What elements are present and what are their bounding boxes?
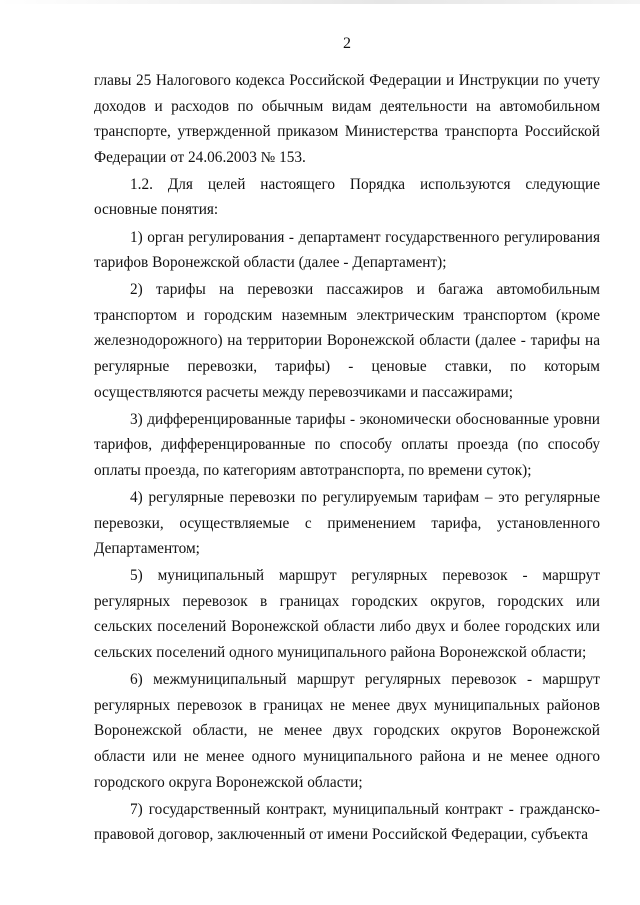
- paragraph-item-2: 2) тарифы на перевозки пассажиров и багажа автомобильным транспортом и городским наземным электрическим транспортом (кроме железнодорожного) на территории Воронежской области (далее - тарифы на регулярные перевозки, тарифы) - ценовые ставки, по которым осуществляются расчеты между перевозчиками и пассажирами;: [94, 281, 600, 401]
- paragraph-item-1: 1) орган регулирования - департамент государственного регулирования тарифов Воронежской области (далее - Департамент);: [94, 228, 600, 272]
- scan-edge: [0, 0, 640, 4]
- paragraph-item-7: 7) государственный контракт, муниципальный контракт - гражданско-правовой договор, заключенный от имени Российской Федерации, субъекта: [94, 800, 600, 844]
- paragraph-intro-continuation: главы 25 Налогового кодекса Российской Федерации и Инструкции по учету доходов и расходов по обычным видам деятельности на автомобильном транспорте, утвержденной приказом Министерства транспорта Российской Федерации от 24.06.2003 № 153.: [94, 72, 600, 166]
- page-number: 2: [343, 35, 351, 52]
- paragraph-item-4: 4) регулярные перевозки по регулируемым тарифам – это регулярные перевозки, осуществляемые с применением тарифа, установленного Департаментом;: [94, 489, 600, 558]
- paragraph-item-3: 3) дифференцированные тарифы - экономически обоснованные уровни тарифов, дифференцированные по способу оплаты проезда (по способу оплаты проезда, по категориям автотранспорта, по времени суток);: [94, 410, 600, 479]
- paragraph-item-6: 6) межмуниципальный маршрут регулярных перевозок - маршрут регулярных перевозок в границах не менее двух муниципальных районов Воронежской области, не менее двух городских округов Воронежской области или не менее одного муниципального района и не менее одного городского округа Воронежской области;: [94, 671, 600, 791]
- paragraph-1-2-definitions: 1.2. Для целей настоящего Порядка используются следующие основные понятия:: [94, 175, 600, 219]
- paragraph-item-5: 5) муниципальный маршрут регулярных перевозок - маршрут регулярных перевозок в границах городских округов, городских или сельских поселений Воронежской области либо двух и более городских или сельских поселений одного муниципального района Воронежской области;: [94, 567, 600, 662]
